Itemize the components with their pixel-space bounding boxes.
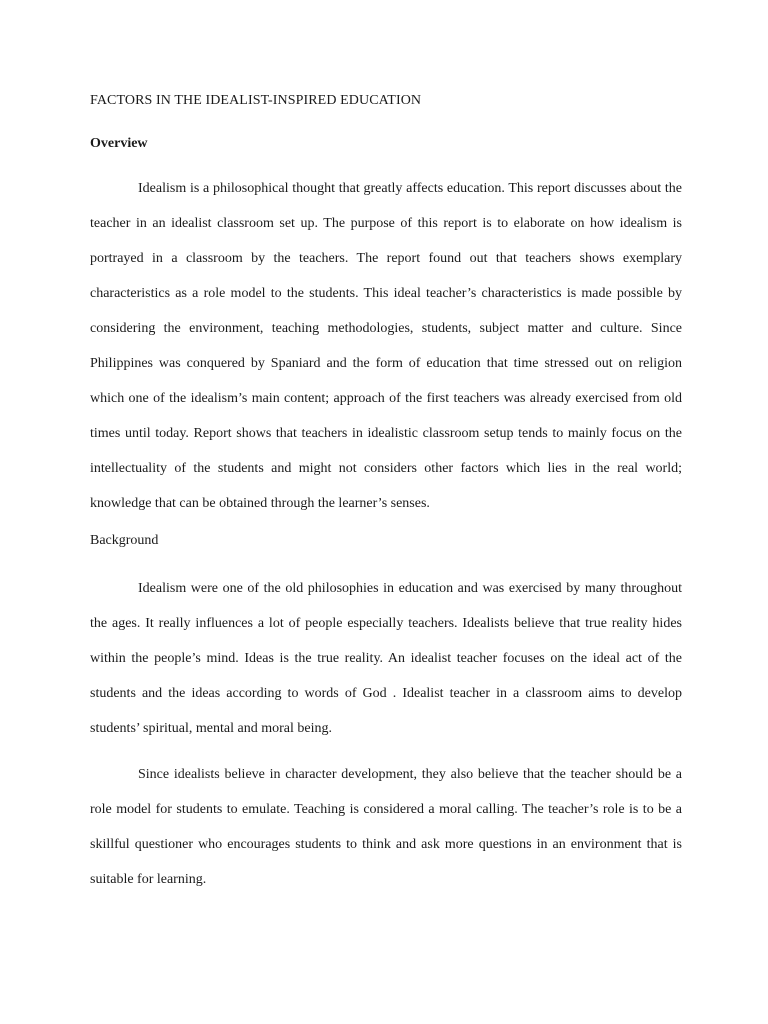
document-title: FACTORS IN THE IDEALIST-INSPIRED EDUCATION	[90, 93, 422, 108]
background-paragraph-2: Since idealists believe in character development, they also believe that the teacher should be a role model for students to emulate. Teaching is considered a moral calling. The teacher’s role is to be a skillful questioner who encourages students to think and ask more questions in an environment that is suitable for learning.	[90, 767, 682, 887]
overview-paragraph: Idealism is a philosophical thought that greatly affects education. This report discusses about the teacher in an idealist classroom set up. The purpose of this report is to elaborate on how idealism is portrayed in a classroom by the teachers. The report found out that teachers shows exemplary characteristics as a role model to the students. This ideal teacher’s characteristics is made possible by considering the environment, teaching methodologies, students, subject matter and culture. Since Philippines was conquered by Spaniard and the form of education that time stressed out on religion which one of the idealism’s main content; approach of the first teachers was already exercised from old times until today. Report shows that teachers in idealistic classroom setup tends to mainly focus on the intellectuality of the students and might not considers other factors which lies in the real world; knowledge that can be obtained through the learner’s senses.	[90, 181, 682, 511]
document-content	[90, 90, 682, 897]
background-heading: Background	[90, 533, 159, 548]
background-paragraph-1: Idealism were one of the old philosophies in education and was exercised by many throughout the ages. It really influences a lot of people especially teachers. Idealists believe that true reality hides within the people’s mind. Ideas is the true reality. An idealist teacher focuses on the ideal act of the students and the ideas according to words of God . Idealist teacher in a classroom aims to develop students’ spiritual, mental and moral being.	[90, 581, 682, 736]
overview-heading: Overview	[90, 136, 148, 151]
